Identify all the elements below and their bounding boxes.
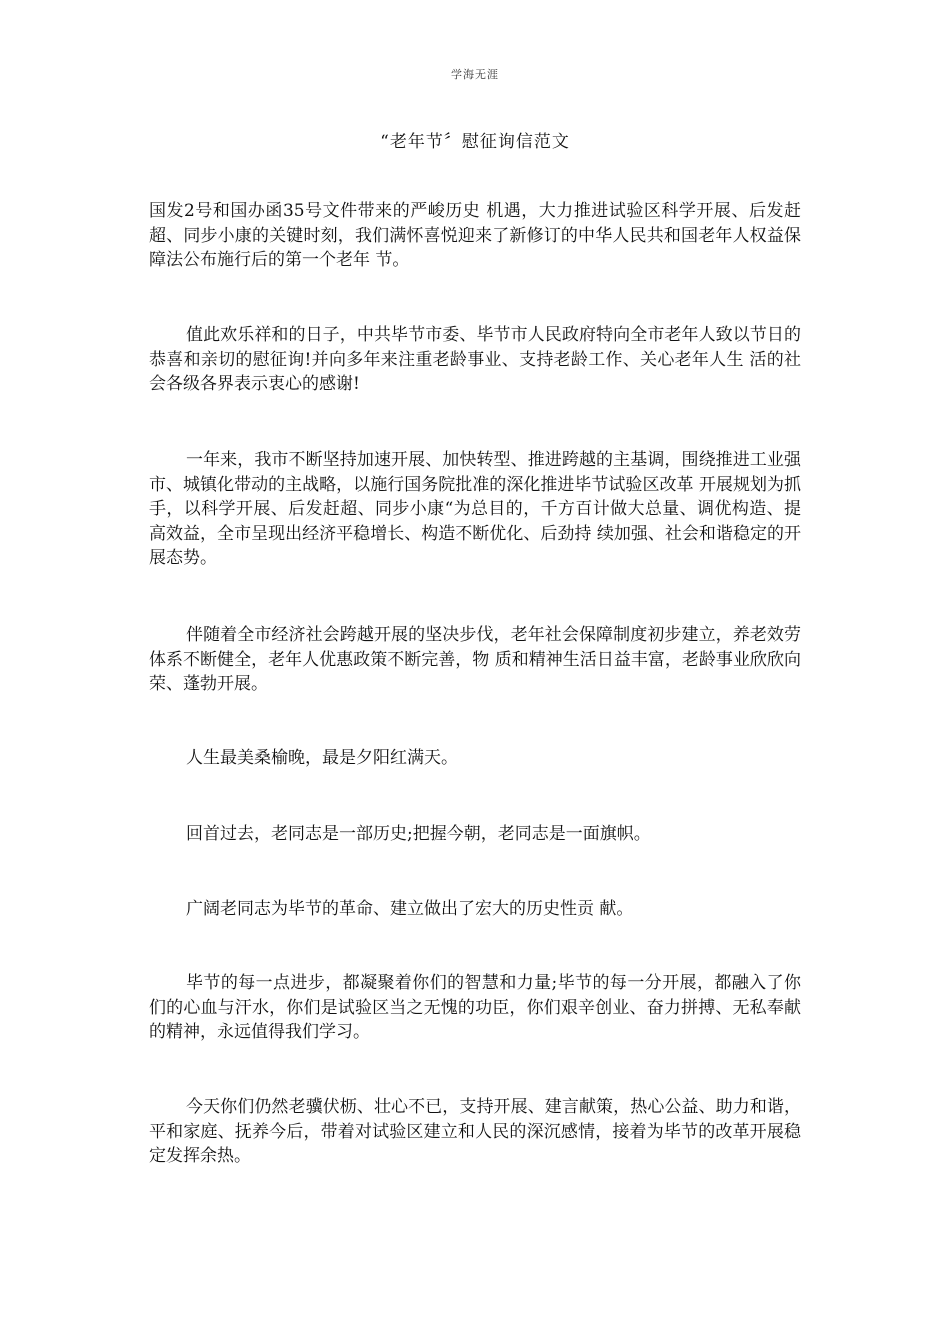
paragraph-4: 伴随着全市经济社会跨越开展的坚决步伐，老年社会保障制度初步建立，养老效劳体系不断健全，老年人优惠政策不断完善，物 质和精神生活日益丰富，老龄事业欣欣向荣、蓬勃开展。 — [149, 625, 801, 694]
document-title: “老年节〞慰征询信范文 — [380, 132, 570, 152]
paragraph-8: 毕节的每一点进步，都凝聚着你们的智慧和力量;毕节的每一分开展，都融入了你们的心血与汗水，你们是试验区当之无愧的功臣，你们艰辛创业、奋力拼搏、无私奉献的精神，永远值得我们学习。 — [149, 973, 801, 1042]
paragraph-1: 国发2号和国办函35号文件带来的严峻历史 机遇，大力推进试验区科学开展、后发赶超、同步小康的关键时刻，我们满怀喜悦迎来了新修订的中华人民共和国老年人权益保障法公布施行后的第一个老年 节。 — [149, 201, 801, 270]
page-header: 学海无涯 — [451, 68, 499, 81]
paragraph-7: 广阔老同志为毕节的革命、建立做出了宏大的历史性贡 献。 — [186, 899, 634, 919]
paragraph-9: 今天你们仍然老骥伏枥、壮心不已，支持开展、建言献策，热心公益、助力和谐，平和家庭、抚养今后，带着对试验区建立和人民的深沉感情，接着为毕节的改革开展稳定发挥余热。 — [149, 1097, 801, 1166]
paragraph-6: 回首过去，老同志是一部历史;把握今朝，老同志是一面旗帜。 — [186, 824, 651, 844]
paragraph-2: 值此欢乐祥和的日子，中共毕节市委、毕节市人民政府特向全市老年人致以节日的恭喜和亲切的慰征询!并向多年来注重老龄事业、支持老龄工作、关心老年人生 活的社会各级各界表示衷心的感谢! — [149, 325, 801, 394]
paragraph-3: 一年来，我市不断坚持加速开展、加快转型、推进跨越的主基调，围绕推进工业强市、城镇化带动的主战略，以施行国务院批准的深化推进毕节试验区改革 开展规划为抓手，以科学开展、后发赶超、同步小康“为总目的，千方百计做大总量、调优构造、提高效益，全市呈现出经济平稳增长、构造不断优化、后劲持 续加强、社会和谐稳定的开展态势。 — [149, 450, 801, 568]
paragraph-5: 人生最美桑榆晚，最是夕阳红满天。 — [186, 748, 458, 768]
